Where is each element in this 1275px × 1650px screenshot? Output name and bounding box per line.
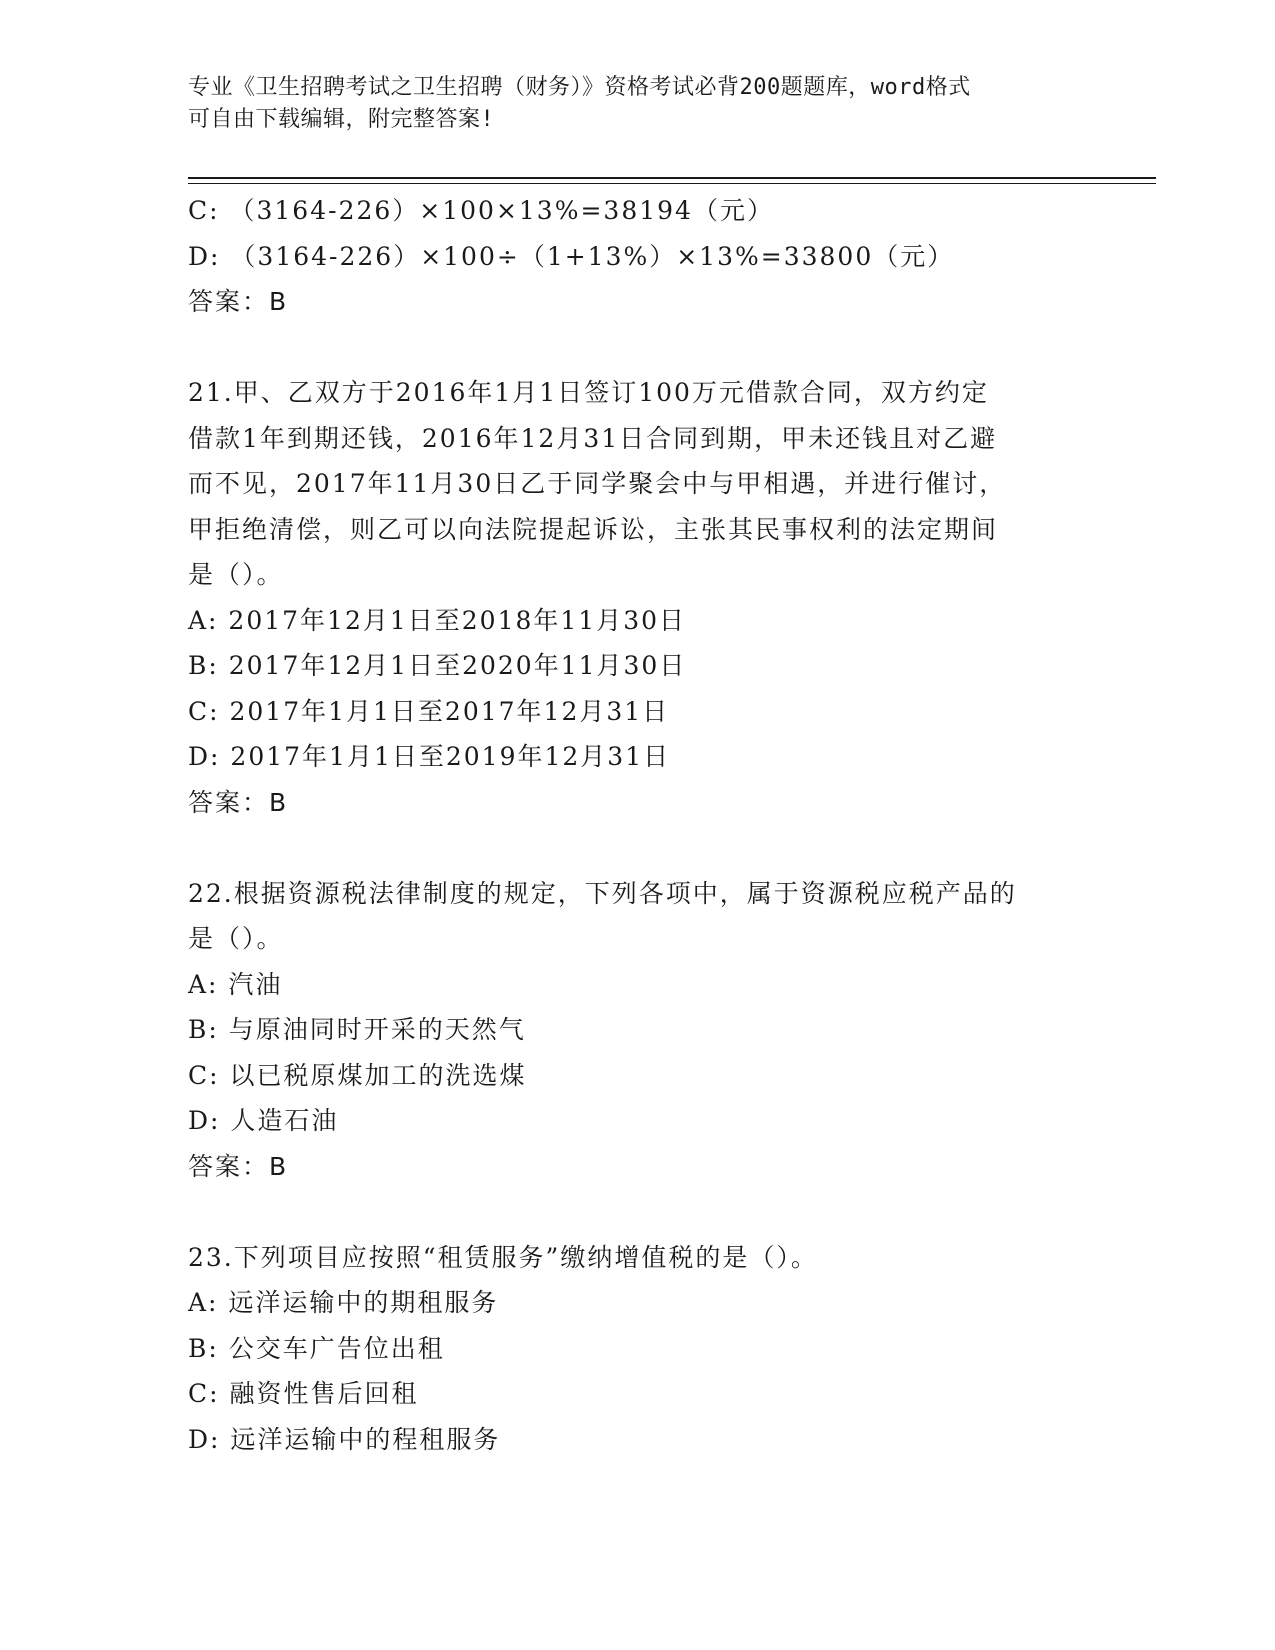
q22-option-d: D: 人造石油	[188, 1106, 339, 1135]
q23-option-c: C: 融资性售后回租	[188, 1379, 419, 1408]
prev-answer: 答案：B	[188, 287, 289, 316]
q23-option-d: D: 远洋运输中的程租服务	[188, 1424, 501, 1454]
header-line-2: 可自由下载编辑，附完整答案!	[188, 107, 495, 132]
q23-option-b: B: 公交车广告位出租	[188, 1333, 445, 1363]
spacer	[188, 825, 1088, 871]
question-23	[188, 1235, 1088, 1463]
spacer	[188, 325, 1088, 371]
q22-option-c: C: 以已税原煤加工的洗选煤	[188, 1060, 527, 1090]
q22-option-a: A: 汽油	[188, 969, 283, 999]
q21-stem-line: 而不见，2017年11月30日乙于同学聚会中与甲相遇，并进行催讨，	[188, 469, 1007, 498]
document-header	[188, 72, 1088, 136]
question-22	[188, 871, 1088, 1190]
header-divider-thin	[188, 183, 1156, 184]
q22-answer: 答案：B	[188, 1151, 289, 1181]
q21-option-a: A: 2017年12月1日至2018年11月30日	[188, 605, 687, 635]
q21-stem-line: 21.甲、乙双方于2016年1月1日签订100万元借款合同，双方约定	[188, 378, 989, 407]
q22-stem-line: 22.根据资源税法律制度的规定，下列各项中，属于资源税应税产品的	[188, 878, 1017, 908]
q22-option-b: B: 与原油同时开采的天然气	[188, 1015, 526, 1044]
q21-option-c: C: 2017年1月1日至2017年12月31日	[188, 696, 670, 726]
prev-option-d: D: （3164-226）×100÷（1+13%）×13%=33800（元）	[188, 241, 955, 271]
q23-option-a: A: 远洋运输中的期租服务	[188, 1288, 499, 1317]
question-content	[188, 188, 1088, 1462]
header-line-1: 专业《卫生招聘考试之卫生招聘（财务）》资格考试必背200题题库，word格式	[188, 75, 971, 100]
prev-option-c: C: （3164-226）×100×13%=38194（元）	[188, 196, 774, 225]
q21-option-d: D: 2017年1月1日至2019年12月31日	[188, 742, 671, 771]
q21-stem-line: 是（）。	[188, 560, 284, 589]
q21-stem-line: 甲拒绝清偿，则乙可以向法院提起诉讼，主张其民事权利的法定期间	[188, 514, 999, 544]
header-divider-thick	[188, 177, 1156, 179]
spacer	[188, 1189, 1088, 1235]
question-21	[188, 370, 1088, 825]
q22-stem-line: 是（）。	[188, 924, 284, 953]
q21-stem-line: 借款1年到期还钱，2016年12月31日合同到期，甲未还钱且对乙避	[188, 423, 998, 453]
q23-stem-line: 23.下列项目应按照“租赁服务”缴纳增值税的是（）。	[188, 1242, 818, 1272]
q21-option-b: B: 2017年12月1日至2020年11月30日	[188, 651, 687, 680]
q21-answer: 答案：B	[188, 787, 289, 817]
